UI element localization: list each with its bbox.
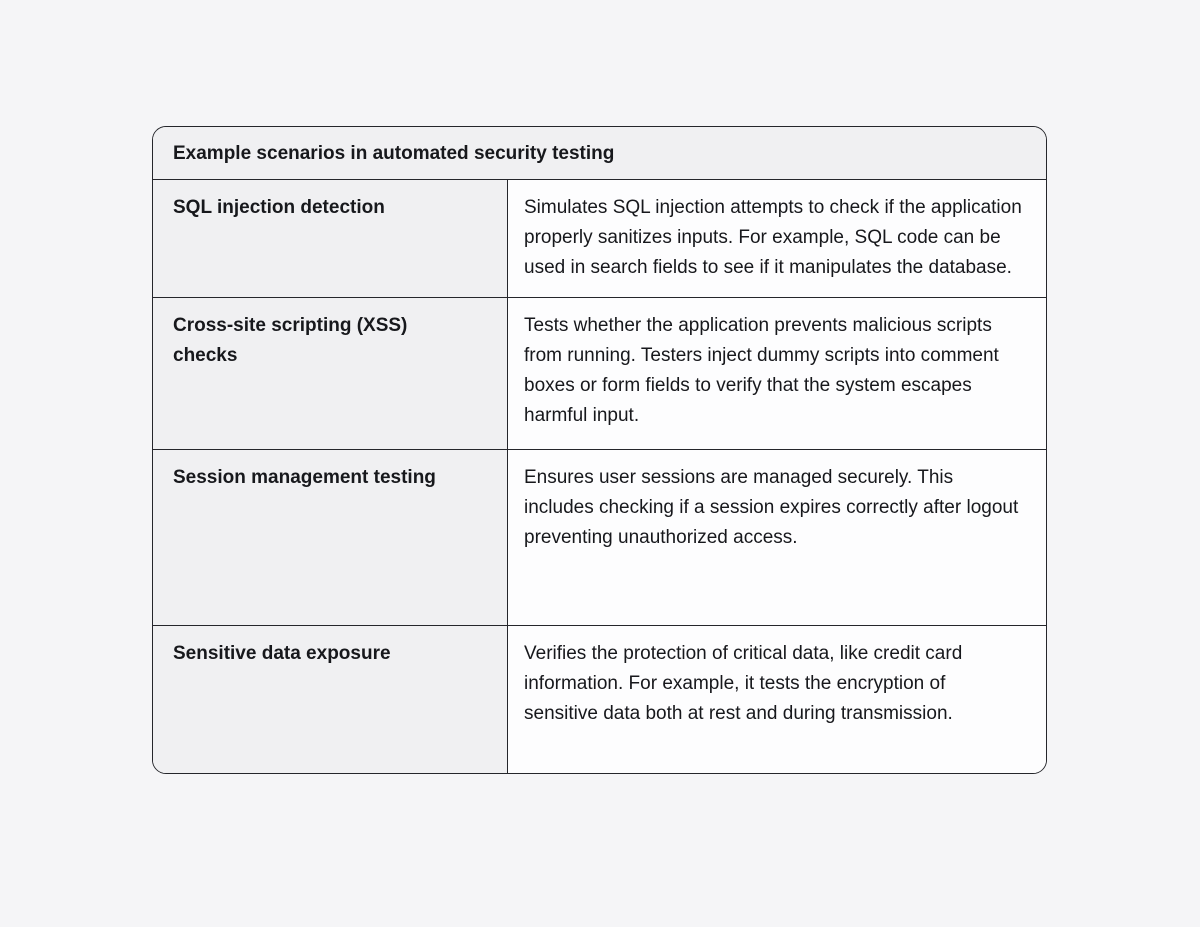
table-title: Example scenarios in automated security testing [153,127,1046,180]
scenario-description-cell: Verifies the protection of critical data, like credit card information. For example, it tests the encryption of sensitive data both at rest and during transmission. [508,626,1046,773]
scenario-name-cell: Cross-site scripting (XSS) checks [153,298,508,449]
table-body [153,180,1046,773]
table-row [153,180,1046,298]
scenario-name-cell: SQL injection detection [153,180,508,297]
table-row [153,626,1046,773]
scenario-description-cell: Simulates SQL injection attempts to check if the application properly sanitizes inputs. For example, SQL code can be used in search fields to see if it manipulates the database. [508,180,1046,297]
table-row [153,450,1046,626]
security-testing-table [152,126,1047,774]
scenario-description-cell: Ensures user sessions are managed securely. This includes checking if a session expires correctly after logout preventing unauthorized access. [508,450,1046,625]
table-row [153,298,1046,450]
scenario-description-cell: Tests whether the application prevents malicious scripts from running. Testers inject dummy scripts into comment boxes or form fields to verify that the system escapes harmful input. [508,298,1046,449]
scenario-name-cell: Sensitive data exposure [153,626,508,773]
scenario-name-cell: Session management testing [153,450,508,625]
